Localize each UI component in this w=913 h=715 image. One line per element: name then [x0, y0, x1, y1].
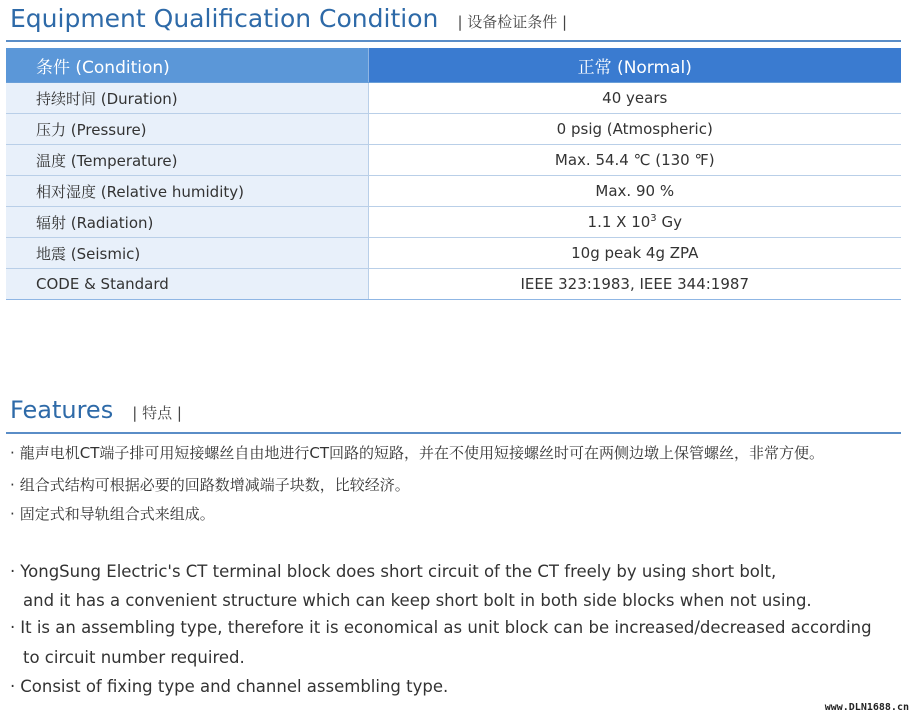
feature-en-2 [10, 618, 872, 637]
radiation-base: 1.1 X 10 [587, 213, 651, 231]
row-label-pressure: 压力 (Pressure) [6, 114, 368, 145]
bullet-icon: · [10, 444, 15, 462]
table-row [6, 269, 901, 300]
row-label-radiation: 辐射 (Radiation) [6, 207, 368, 238]
equipment-title-rule [6, 40, 901, 42]
row-label-seismic: 地震 (Seismic) [6, 238, 368, 269]
equipment-title: Equipment Qualification Condition [10, 4, 439, 33]
features-title-rule [6, 432, 901, 434]
feature-zh-text: 固定式和导轨组合式来组成。 [19, 505, 215, 523]
feature-en-1-cont: and it has a convenient structure which can keep short bolt in both side blocks when not using. [23, 591, 812, 610]
table-row [6, 145, 901, 176]
feature-zh-text: 组合式结构可根据必要的回路数增减端子块数，比较经济。 [19, 476, 410, 494]
bullet-icon: · [10, 677, 16, 696]
row-value-duration: 40 years [368, 83, 901, 114]
feature-en-3 [10, 677, 448, 696]
table-row [6, 176, 901, 207]
row-value-temperature: Max. 54.4 ℃ (130 ℉) [368, 145, 901, 176]
table-header-row [6, 48, 901, 83]
header-condition: 条件 (Condition) [6, 48, 368, 83]
row-label-code-standard: CODE & Standard [6, 269, 368, 300]
bullet-icon: · [10, 562, 16, 581]
table-row [6, 83, 901, 114]
feature-zh-2 [10, 474, 410, 495]
radiation-unit: Gy [656, 213, 682, 231]
radiation-exponent: 3 [650, 213, 657, 224]
row-label-humidity: 相对湿度 (Relative humidity) [6, 176, 368, 207]
features-title: Features [10, 396, 114, 424]
feature-zh-text: 龍声电机CT端子排可用短接螺丝自由地进行CT回路的短路，并在不使用短接螺丝时可在两侧边墩上保管螺丝，非常方便。 [19, 444, 825, 462]
bullet-icon: · [10, 505, 15, 523]
header-normal: 正常 (Normal) [368, 48, 901, 83]
feature-en-text: YongSung Electric's CT terminal block does short circuit of the CT freely by using short bolt, [20, 562, 777, 581]
bullet-icon: · [10, 476, 15, 494]
table-row [6, 238, 901, 269]
feature-en-2-cont: to circuit number required. [23, 648, 245, 667]
feature-zh-3 [10, 503, 215, 524]
row-value-pressure: 0 psig (Atmospheric) [368, 114, 901, 145]
row-label-duration: 持续时间 (Duration) [6, 83, 368, 114]
features-subtitle: | 特点 | [132, 404, 182, 422]
feature-en-text: Consist of fixing type and channel assembling type. [20, 677, 449, 696]
features-section-title [10, 396, 182, 424]
table-row [6, 114, 901, 145]
table-row [6, 207, 901, 238]
equipment-subtitle: | 设备检证条件 | [457, 13, 568, 31]
equipment-section-title [10, 4, 567, 33]
feature-en-1 [10, 562, 776, 581]
row-value-seismic: 10g peak 4g ZPA [368, 238, 901, 269]
watermark-text: www.DLN1688.cn [824, 702, 909, 713]
row-value-code-standard: IEEE 323:1983, IEEE 344:1987 [368, 269, 901, 300]
qualification-table [6, 48, 901, 300]
row-value-radiation [368, 207, 901, 238]
row-label-temperature: 温度 (Temperature) [6, 145, 368, 176]
feature-zh-1 [10, 442, 824, 463]
bullet-icon: · [10, 618, 16, 637]
row-value-humidity: Max. 90 % [368, 176, 901, 207]
feature-en-text: It is an assembling type, therefore it is economical as unit block can be increased/decreased according [20, 618, 872, 637]
